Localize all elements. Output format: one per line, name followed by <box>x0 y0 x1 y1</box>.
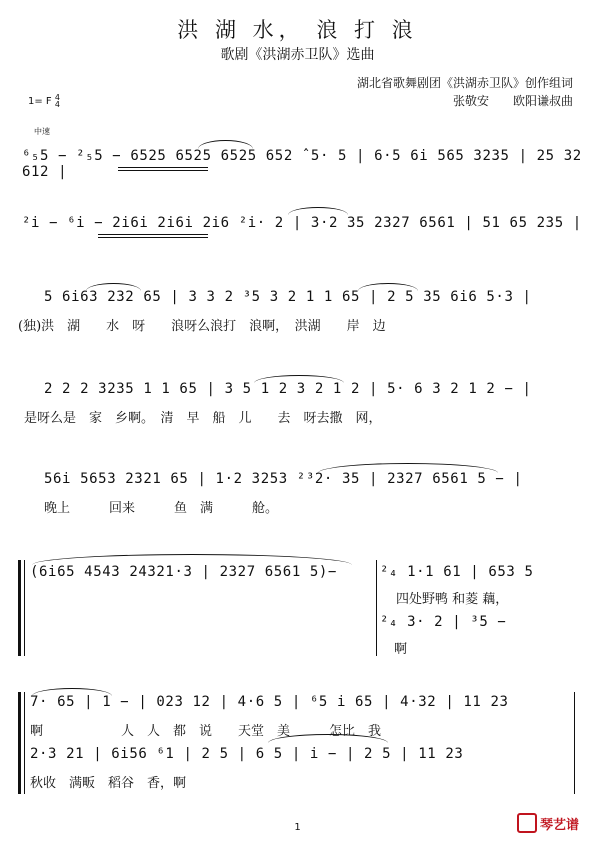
time-signature-bottom: 4 <box>54 100 60 109</box>
notation-line: ²i − ⁶i − 2i6i 2i6i 2i6 ²i· 2 | 3·2 35 2327 6561 | 51 65 235 | <box>22 215 582 231</box>
key-label: 1= F <box>28 96 52 107</box>
lyrics-line: 晚上 回来 鱼 满 舱。 <box>44 501 279 516</box>
score-system-3 <box>18 283 580 343</box>
song-subtitle: 歌剧《洪湖赤卫队》选曲 <box>220 47 375 63</box>
music-note-logo-icon <box>517 813 537 833</box>
score-system-1 <box>18 138 580 178</box>
notation-line: 2 2 2 3235 1 1 65 | 3 5 1 2 3 2 1 2 | 5· 6 3 2 1 2 − | <box>44 381 532 397</box>
composer-credit: 张敬安 欧阳谦叔曲 <box>452 94 573 108</box>
notation-line: ⁶₅5 − ²₅5 − 6525 6525 6525 652 ˆ5· 5 | 6·5 6i 565 3235 | 25 32 612 | <box>22 148 582 180</box>
voice-2-notes: ²₄ 3· 2 | ³5 − <box>380 614 507 630</box>
score-system-6 <box>18 552 580 662</box>
voice-2-lyrics: 啊 <box>394 642 408 657</box>
score-system-7 <box>18 688 580 803</box>
score-system-5 <box>18 465 580 525</box>
time-signature <box>55 94 60 108</box>
song-title: 洪 湖 水， 浪 打 浪 <box>177 18 418 42</box>
voice-1-lyrics: 啊 人 人 都 说 天堂 美 怎比 我 <box>30 724 382 739</box>
notation-line: 5 6i63 232 65 | 3 3 2 ³5 3 2 1 1 65 | 2 5 35 6i6 5·3 | <box>44 289 532 305</box>
lyrics-line: 是呀么是 家 乡啊。 清 早 船 儿 去 呀去撒 网， <box>24 411 382 426</box>
page-number: 1 <box>294 822 301 833</box>
logo-text: 琴艺谱 <box>539 818 579 833</box>
lyrics-line: (独)洪 湖 水 呀 浪呀么浪打 浪啊， 洪湖 岸 边 <box>18 319 386 334</box>
tempo-marking: 中速 <box>34 127 50 136</box>
notation-line: 56i 5653 2321 65 | 1·2 3253 ²³2· 35 | 2327 6561 5 − | <box>44 471 523 487</box>
voice-1-notes: 7· 65 | 1 − | 023 12 | 4·6 5 | ⁶5 i 65 | 4·32 | 11 23 <box>30 694 509 710</box>
voice-1-notes: ²₄ 1·1 61 | 653 5 <box>380 564 534 580</box>
voice-2-notes: 2·3 21 | 6i56 ⁶1 | 2 5 | 6 5 | i − | 2 5 | 11 23 <box>30 746 464 762</box>
voice-2-lyrics: 秋收 满畈 稻谷 香，啊 <box>30 776 187 791</box>
key-signature <box>28 94 60 108</box>
site-logo <box>517 813 579 833</box>
voice-1-lyrics: 四处野鸭 和菱 藕， <box>396 592 509 607</box>
instrumental-interlude: (6i65 4543 24321·3 | 2327 6561 5)− <box>30 564 337 580</box>
score-system-2 <box>18 205 580 245</box>
time-signature-top: 4 <box>54 93 60 102</box>
score-system-4 <box>18 375 580 435</box>
lyricist-credit: 湖北省歌舞剧团《洪湖赤卫队》创作组词 <box>356 76 573 90</box>
